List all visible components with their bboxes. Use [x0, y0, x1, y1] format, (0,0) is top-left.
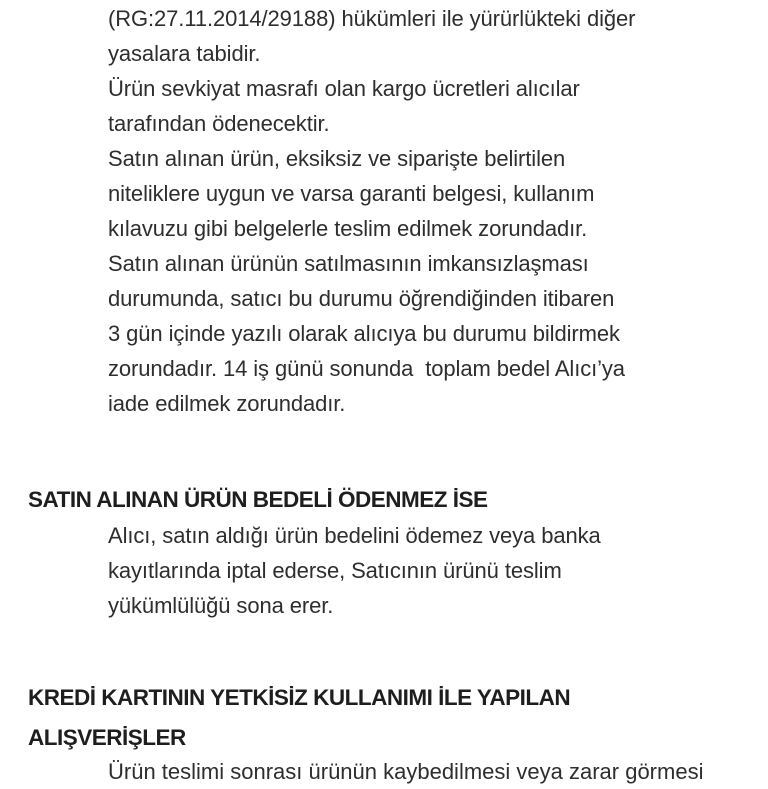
text-line: niteliklere uygun ve varsa garanti belgesi, kullanım	[108, 181, 595, 206]
text-line: 3 gün içinde yazılı olarak alıcıya bu durumu bildirmek	[108, 321, 620, 346]
text-line: Satın alınan ürünün satılmasının imkansızlaşması	[108, 251, 589, 276]
text-line: zorundadır. 14 iş günü sonunda toplam bedel Alıcı’ya	[108, 356, 625, 381]
clipped-text-line: Ürün teslimi sonrası ürünün kaybedilmesi veya zarar görmesi	[108, 759, 704, 784]
text-line: yükümlülüğü sona erer.	[108, 593, 334, 618]
text-line: kılavuzu gibi belgelerle teslim edilmek zorundadır.	[108, 216, 588, 241]
text-line: yasalara tabidir.	[108, 41, 261, 66]
text-line: durumunda, satıcı bu durumu öğrendiğinden itibaren	[108, 286, 615, 311]
section-heading-credit-card-continued: ALIŞVERİŞLER	[28, 725, 186, 750]
section-heading-credit-card: KREDİ KARTININ YETKİSİZ KULLANIMI İLE YAPILAN	[28, 685, 571, 710]
text-line: tarafından ödenecektir.	[108, 111, 330, 136]
text-line: kayıtlarında iptal ederse, Satıcının ürünü teslim	[108, 558, 562, 583]
text-line: Ürün sevkiyat masrafı olan kargo ücretleri alıcılar	[108, 76, 580, 101]
section-heading-unpaid: SATIN ALINAN ÜRÜN BEDELİ ÖDENMEZ İSE	[28, 487, 488, 512]
intro-paragraph	[108, 1, 748, 421]
text-line: (RG:27.11.2014/29188) hükümleri ile yürürlükteki diğer	[108, 6, 636, 31]
unpaid-paragraph	[108, 518, 748, 623]
text-line: iade edilmek zorundadır.	[108, 391, 346, 416]
text-line: Alıcı, satın aldığı ürün bedelini ödemez veya banka	[108, 523, 601, 548]
text-line: Satın alınan ürün, eksiksiz ve siparişte belirtilen	[108, 146, 566, 171]
